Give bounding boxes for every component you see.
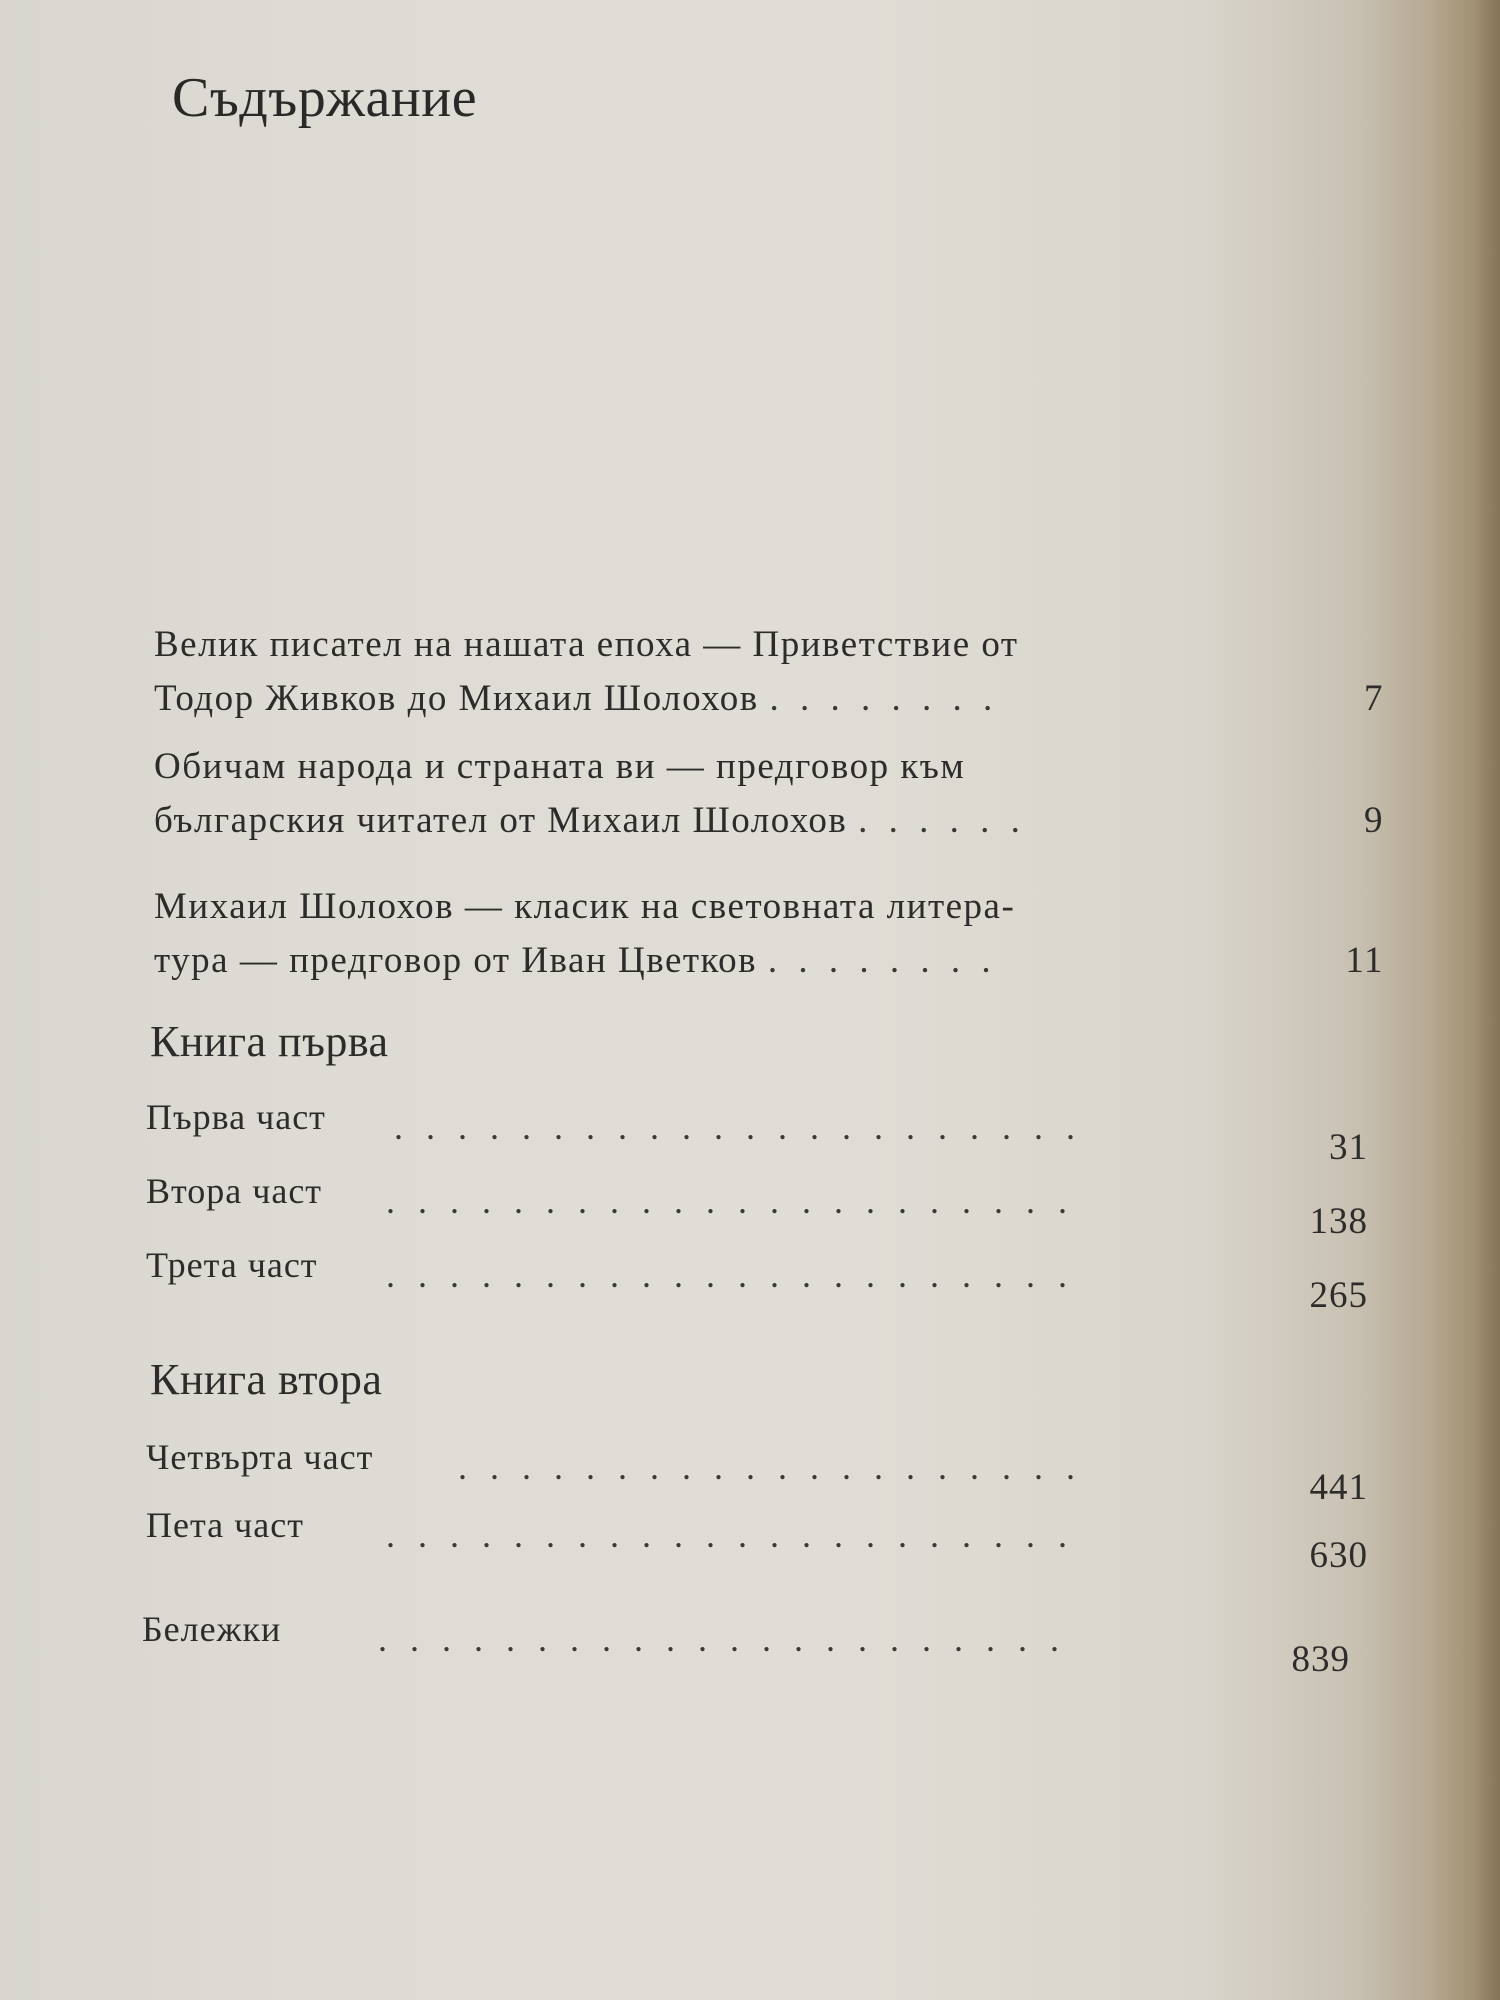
toc-entry-greeting: [154, 618, 1384, 726]
toc-part-row: [146, 1170, 1368, 1242]
book-one-title: Книга първа: [150, 1017, 389, 1066]
dot-leader: . . . . . . . . . . . . . . . . . . . . . .: [386, 1255, 1074, 1295]
notes-label: Бележки: [142, 1609, 282, 1649]
toc-notes-row: [142, 1608, 1350, 1680]
entry-line-2: тура — предговор от Иван Цветков . . . . . . . .: [154, 940, 997, 981]
toc-part-row: [146, 1436, 1368, 1508]
dot-leader: . . . . . . . . . . . . . . . . . . . . . .: [394, 1107, 1082, 1147]
dot-leader: . . . . . . . . . . . . . . . . . . . . . .: [378, 1619, 1066, 1659]
part-label: Първа част: [146, 1097, 326, 1137]
page-number: 31: [1329, 1127, 1368, 1168]
toc-part-row: [146, 1096, 1368, 1168]
page-number: 630: [1309, 1535, 1368, 1576]
toc-part-row: [146, 1504, 1368, 1576]
page-number: 9: [1364, 800, 1384, 841]
dot-leader: . . . . . . . .: [769, 678, 999, 719]
part-label: Втора част: [146, 1171, 323, 1211]
toc-entry-foreword-author: [154, 740, 1384, 848]
toc-part-row: [146, 1244, 1368, 1316]
dot-leader: . . . . . . . . . . . . . . . . . . . . . .: [386, 1181, 1074, 1221]
dot-leader: . . . . . . . . . . . . . . . . . . . . . .: [386, 1515, 1074, 1555]
entry-line-2: Тодор Живков до Михаил Шолохов . . . . . . . .: [154, 678, 999, 719]
page-number: 265: [1309, 1275, 1368, 1316]
page-binding-shadow: [1430, 0, 1500, 2000]
entry-line-2: българския читател от Михаил Шолохов . . . . . .: [154, 800, 1026, 841]
entry-line-1: Велик писател на нашата епоха — Приветствие от: [154, 624, 1019, 665]
dot-leader: . . . . . .: [858, 800, 1026, 841]
dot-leader: . . . . . . . . . . . . . . . . . . . .: [458, 1447, 1082, 1487]
page-number: 441: [1309, 1467, 1368, 1508]
part-label: Трета част: [146, 1245, 318, 1285]
dot-leader: . . . . . . . .: [767, 940, 997, 981]
page-number: 11: [1345, 940, 1384, 981]
part-label: Пета част: [146, 1505, 304, 1545]
page-number: 7: [1364, 678, 1384, 719]
page-number: 138: [1309, 1201, 1368, 1242]
entry-line-1: Обичам народа и страната ви — предговор към: [154, 746, 966, 787]
book-two-title: Книга втора: [150, 1355, 383, 1404]
toc-entry-foreword-critic: [154, 880, 1384, 988]
toc-heading: Съдържание: [172, 67, 478, 129]
entry-line-1: Михаил Шолохов — класик на световната литера-: [154, 886, 1016, 927]
page-number: 839: [1291, 1639, 1350, 1680]
part-label: Четвърта част: [146, 1437, 374, 1477]
